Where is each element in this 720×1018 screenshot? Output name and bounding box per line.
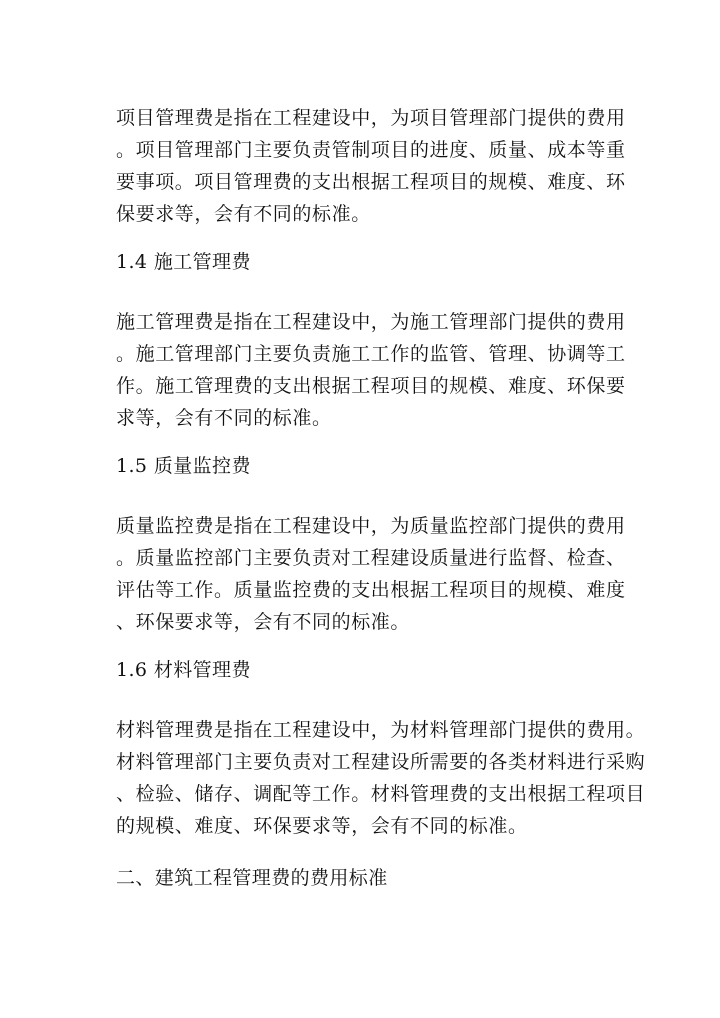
paragraph-line: 作。施工管理费的支出根据工程项目的规模、难度、环保要 <box>116 375 626 397</box>
section-heading-1-5 <box>116 450 696 482</box>
paragraph-line: 、环保要求等，会有不同的标准。 <box>116 611 411 633</box>
paragraph-line: 材料管理部门主要负责对工程建设所需要的各类材料进行采购 <box>116 751 646 773</box>
paragraph-construction-management-fee <box>116 306 696 434</box>
paragraph-line: 、检验、储存、调配等工作。材料管理费的支出根据工程项目 <box>116 783 646 805</box>
heading-text: 1.4 施工管理费 <box>116 251 251 273</box>
paragraph-line: 质量监控费是指在工程建设中，为质量监控部门提供的费用 <box>116 515 626 537</box>
paragraph-line: 的规模、难度、环保要求等，会有不同的标准。 <box>116 815 528 837</box>
paragraph-line: 。施工管理部门主要负责施工工作的监管、管理、协调等工 <box>116 343 626 365</box>
heading-text: 二、建筑工程管理费的费用标准 <box>116 867 388 889</box>
section-heading-1-4 <box>116 246 696 278</box>
paragraph-line: 材料管理费是指在工程建设中，为材料管理部门提供的费用。 <box>116 719 646 741</box>
paragraph-line: 求等，会有不同的标准。 <box>116 407 332 429</box>
paragraph-material-management-fee <box>116 714 696 842</box>
section-heading-2 <box>116 862 696 894</box>
paragraph-quality-monitoring-fee <box>116 510 696 638</box>
paragraph-project-management-fee <box>116 102 696 230</box>
heading-text: 1.5 质量监控费 <box>116 455 251 477</box>
paragraph-line: 评估等工作。质量监控费的支出根据工程项目的规模、难度 <box>116 579 626 601</box>
paragraph-line: 施工管理费是指在工程建设中，为施工管理部门提供的费用 <box>116 311 626 333</box>
paragraph-line: 要事项。项目管理费的支出根据工程项目的规模、难度、环 <box>116 171 626 193</box>
section-heading-1-6 <box>116 654 696 686</box>
paragraph-line: 。质量监控部门主要负责对工程建设质量进行监督、检查、 <box>116 547 626 569</box>
paragraph-line: 。项目管理部门主要负责管制项目的进度、质量、成本等重 <box>116 139 626 161</box>
paragraph-line: 项目管理费是指在工程建设中，为项目管理部门提供的费用 <box>116 107 626 129</box>
heading-text: 1.6 材料管理费 <box>116 659 251 681</box>
paragraph-line: 保要求等，会有不同的标准。 <box>116 203 371 225</box>
